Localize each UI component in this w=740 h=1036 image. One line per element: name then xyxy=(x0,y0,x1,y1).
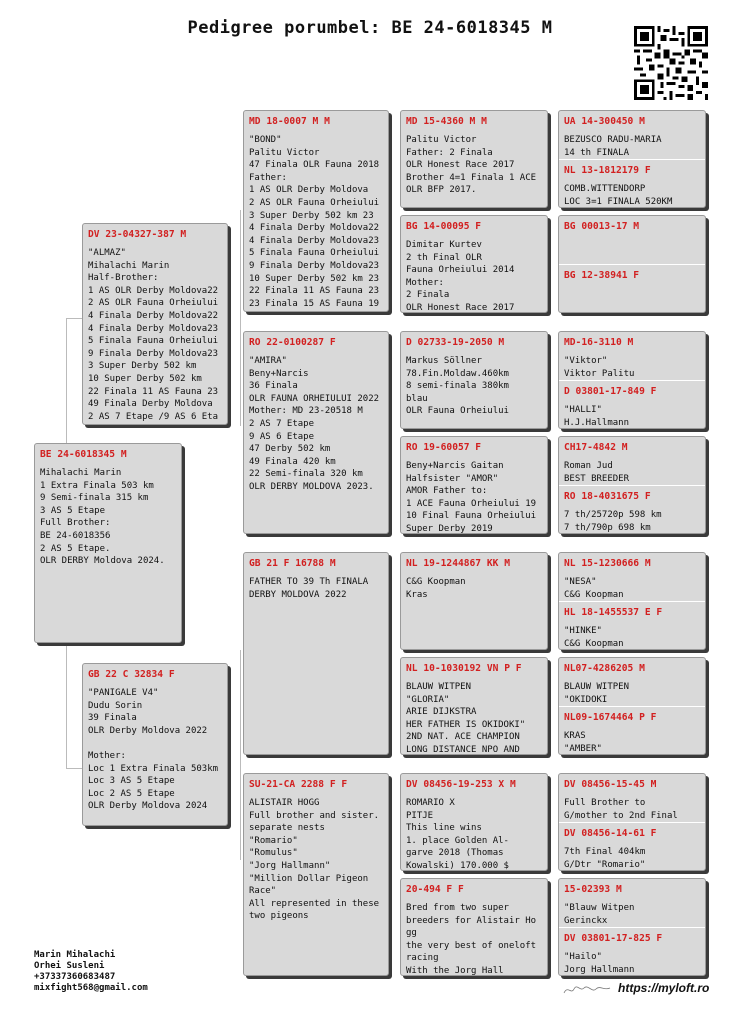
ring-number: D 03801-17-849 F xyxy=(564,386,657,397)
pigeon-notes xyxy=(249,576,383,601)
ring-number: DV 03801-17-825 F xyxy=(564,933,663,944)
pigeon-note-line xyxy=(88,737,222,750)
owner-contact xyxy=(34,950,148,994)
ring-number: NL07-4286205 M xyxy=(564,663,645,674)
pigeon-note-line: 7 th/790p 698 km xyxy=(564,522,651,533)
pigeon-note-line: "AMBER" xyxy=(564,743,602,754)
pigeon-notes xyxy=(406,902,542,976)
pigeon-note-line: Beny+Narcis xyxy=(249,368,309,379)
ring-number: BE 24-6018345 M xyxy=(40,449,127,460)
pigeon-note-line: Fauna Orheiului 2014 xyxy=(406,265,515,276)
pigeon-notes xyxy=(564,681,700,706)
pigeon-note-line: Full Brother: xyxy=(40,518,111,529)
pigeon-note-line: 3 Super Derby 502 km 23 xyxy=(249,210,374,221)
pigeon-note-line: This line wins xyxy=(406,823,482,834)
pigeon-note-line: Mother: xyxy=(406,277,444,288)
pigeon-note-line: "Romario" xyxy=(249,835,298,846)
pigeon-note-line: blau xyxy=(406,393,428,404)
ring-number: DV 08456-15-45 M xyxy=(564,779,657,790)
connector-subject-dam xyxy=(66,768,82,769)
pigeon-note-line: Dudu Sorin xyxy=(88,700,143,711)
pigeon-note-line: 3 Super Derby 502 km xyxy=(88,361,197,372)
pigeon-card-g4 xyxy=(558,436,706,534)
pigeon-card-g2 xyxy=(558,215,706,313)
pigeon-card-g6 xyxy=(558,657,706,755)
ring-number: 20-494 F F xyxy=(406,884,464,895)
pigeon-note-line: Beny+Narcis Gaitan xyxy=(406,461,504,471)
pigeon-note-line: "Blauw Witpen xyxy=(564,903,635,913)
pigeon-notes xyxy=(564,404,700,429)
pigeon-note-line: 78.Fin.Moldaw.460km xyxy=(406,368,509,379)
pigeon-note-line: "HALLI" xyxy=(564,405,602,415)
pigeon-card-ddd xyxy=(400,878,548,976)
owner-location: Orhei Susleni xyxy=(34,961,105,971)
pigeon-note-line: Halfsister "AMOR" xyxy=(406,473,499,484)
pigeon-note-line: two pigeons xyxy=(249,911,309,922)
pigeon-note-line: OLR Honest Race 2017 xyxy=(406,302,515,313)
ring-number: NL 13-1812179 F xyxy=(564,165,651,176)
pigeon-note-line: "PANIGALE V4" xyxy=(88,688,159,698)
pigeon-note-line: 2 AS OLR Fauna Orheiului xyxy=(88,298,219,309)
pigeon-notes xyxy=(564,134,700,159)
pigeon-note-line: 2 AS 7 Etape xyxy=(249,418,315,429)
ring-number: BG 12-38941 F xyxy=(564,270,640,281)
ring-number: NL 15-1230666 M xyxy=(564,558,651,569)
pigeon-notes xyxy=(564,902,700,927)
pigeon-note-line: With the Jorg Hall xyxy=(406,965,504,976)
website-link[interactable]: https://myloft.ro xyxy=(618,981,710,995)
pigeon-note-line: separate nests xyxy=(249,823,325,834)
pigeon-note-line: All represented in these xyxy=(249,898,380,909)
pigeon-card-dd xyxy=(243,773,389,976)
pigeon-card-subject xyxy=(34,443,182,643)
pigeon-card-sire xyxy=(82,223,228,425)
pigeon-note-line: 10 Super Derby 502 km xyxy=(88,373,202,384)
ring-number: DV 08456-19-253 X M xyxy=(406,779,516,790)
pigeon-notes xyxy=(88,687,222,813)
ring-number: DV 23-04327-387 M xyxy=(88,229,187,240)
pigeon-card-sdd xyxy=(400,436,548,534)
pigeon-note-line: KRAS xyxy=(564,731,586,741)
pigeon-note-line: "ALMAZ" xyxy=(88,248,126,258)
pigeon-note-line: 4 Finala Derby Moldova22 xyxy=(88,310,219,321)
pigeon-card-g3 xyxy=(558,331,706,429)
pigeon-note-line: "Jorg Hallmann" xyxy=(249,860,331,871)
pigeon-note-line: 39 Finala xyxy=(88,713,137,724)
ring-number: MD 18-0007 M M xyxy=(249,116,330,127)
pigeon-note-line: 1 AS OLR Derby Moldova xyxy=(249,185,369,196)
pigeon-note-line: OLR Derby Moldova 2022 xyxy=(88,725,208,736)
pigeon-card-dss xyxy=(400,552,548,650)
pigeon-note-line: Loc 2 AS 5 Etape xyxy=(88,788,175,799)
pigeon-note-line: C&G Koopman xyxy=(406,577,466,587)
pigeon-note-line: Jorg Hallmann xyxy=(564,964,635,975)
pigeon-note-line: "OKIDOKI xyxy=(564,694,608,705)
pigeon-note-line: 2 AS OLR Fauna Orheiului xyxy=(249,197,380,208)
pigeon-note-line: OLR BFP 2017. xyxy=(406,185,477,196)
pigeon-note-line: 4 Finala Derby Moldova23 xyxy=(88,323,219,334)
pigeon-note-line: racing xyxy=(406,953,439,964)
pigeon-note-line: C&G Koopman xyxy=(564,638,624,649)
pigeon-note-line: 1 Extra Finala 503 km xyxy=(40,480,154,491)
owner-name: Marin Mihalachi xyxy=(34,950,116,960)
pigeon-note-line: ROMARIO X xyxy=(406,798,455,808)
pigeon-note-line: garve 2018 (Thomas xyxy=(406,848,504,859)
pigeon-note-line: 2 AS 5 Etape. xyxy=(40,543,111,554)
pigeon-note-line: Viktor Palitu xyxy=(564,368,635,379)
pigeon-note-line: OLR FAUNA ORHEIULUI 2022 xyxy=(249,393,380,404)
pigeon-note-line: 2 Finala xyxy=(406,290,450,301)
pigeon-note-line: Super Derby 2019 xyxy=(406,523,493,534)
pigeon-note-line: 22 Finala 11 AS Fauna 23 xyxy=(249,286,380,297)
pigeon-note-line: 9 Finala Derby Moldova23 xyxy=(88,348,219,359)
ring-number: CH17-4842 M xyxy=(564,442,628,453)
ring-number: HL 18-1455537 E F xyxy=(564,607,663,618)
pigeon-note-line: "AMIRA" xyxy=(249,356,287,366)
pigeon-note-line: 9 Finala Derby Moldova23 xyxy=(249,260,380,271)
pigeon-note-line: 9 AS 6 Etape xyxy=(249,431,315,442)
ring-number: NL 19-1244867 KK M xyxy=(406,558,510,569)
pigeon-note-line: OLR DERBY MOLDOVA 2023. xyxy=(249,481,374,492)
pigeon-note-line: COMB.WITTENDORP xyxy=(564,184,646,194)
pigeon-note-line: 49 Finala 420 km xyxy=(249,456,336,467)
pigeon-card-ssd xyxy=(400,215,548,313)
pigeon-notes xyxy=(406,797,542,871)
pigeon-note-line: Brother 4=1 Finala 1 ACE xyxy=(406,172,537,183)
ring-number: MD-16-3110 M xyxy=(564,337,634,348)
pigeon-note-line: Markus Söllner xyxy=(406,356,482,366)
owner-email: mixfight568@gmail.com xyxy=(34,983,148,993)
pigeon-notes xyxy=(564,730,700,755)
pigeon-note-line: LOC 3=1 FINALA 520KM xyxy=(564,196,673,207)
pigeon-card-sds xyxy=(400,331,548,429)
pigeon-card-g7 xyxy=(558,773,706,871)
pigeon-note-line: Loc 1 Extra Finala 503km xyxy=(88,763,219,774)
pigeon-notes xyxy=(564,576,700,601)
pigeon-note-line: 49 Finala Derby Moldova xyxy=(88,399,213,410)
pigeon-note-line: Full brother and sister. xyxy=(249,810,380,821)
pigeon-note-line: "BOND" xyxy=(249,135,282,145)
pigeon-notes xyxy=(564,846,700,871)
pigeon-note-line: Palitu Victor xyxy=(406,135,477,145)
pigeon-note-line: 8 semi-finala 380km xyxy=(406,381,509,392)
pigeon-note-line: LONG DISTANCE NPO AND xyxy=(406,744,520,755)
pigeon-card-sss xyxy=(400,110,548,208)
pigeon-note-line: Race" xyxy=(249,886,277,897)
qr-code xyxy=(634,26,708,100)
pigeon-notes xyxy=(406,576,542,601)
pigeon-note-line: Dimitar Kurtev xyxy=(406,240,482,250)
connector-sire xyxy=(240,210,241,426)
pigeon-note-line: 1 ACE Fauna Orheiului 19 xyxy=(406,498,537,509)
pigeon-note-line: 2 AS 7 Etape /9 AS 6 Eta xyxy=(88,411,219,422)
pigeon-notes xyxy=(249,797,383,923)
ring-number: UA 14-300450 M xyxy=(564,116,645,127)
ring-number: GB 22 C 32834 F xyxy=(88,669,175,680)
pigeon-notes xyxy=(406,460,542,534)
ring-number: SU-21-CA 2288 F F xyxy=(249,779,348,790)
pigeon-note-line: 47 Derby 502 km xyxy=(249,444,331,455)
pigeon-card-sd xyxy=(243,331,389,534)
pigeon-note-line: Loc 3 AS 5 Etape xyxy=(88,776,175,787)
pigeon-note-line: "HINKE" xyxy=(564,626,602,636)
pigeon-note-line: 1. place Golden Al- xyxy=(406,835,509,846)
pigeon-notes xyxy=(564,460,700,485)
pigeon-note-line: OLR DERBY Moldova 2024. xyxy=(40,556,165,567)
ring-number: RO 19-60057 F xyxy=(406,442,482,453)
pigeon-note-line: H.J.Hallmann xyxy=(564,417,630,428)
pigeon-note-line: ALISTAIR HOGG xyxy=(249,798,320,808)
pigeon-note-line: BEST BREEDER xyxy=(564,473,630,484)
ring-number: 15-02393 M xyxy=(564,884,622,895)
pigeon-note-line: Mihalachi Marin xyxy=(88,260,170,271)
pigeon-note-line: 5 Finala Fauna Orheiului xyxy=(249,248,380,259)
pigeon-note-line: PITJE xyxy=(406,810,434,821)
pigeon-note-line: 2 th Final OLR xyxy=(406,252,482,263)
pigeon-card-ss xyxy=(243,110,389,312)
pigeon-notes xyxy=(406,355,542,418)
ring-number: BG 14-00095 F xyxy=(406,221,482,232)
pigeon-notes xyxy=(88,247,222,423)
pigeon-note-line: FATHER TO 39 Th FINALA xyxy=(249,577,369,587)
pigeon-note-line: 5 Finala Fauna Orheiului xyxy=(88,336,219,347)
pigeon-note-line: G/mother to 2nd Final xyxy=(564,810,678,821)
pigeon-note-line: Mother: xyxy=(88,750,126,761)
pigeon-note-line: Father: xyxy=(249,172,287,183)
owner-phone: +37337360683487 xyxy=(34,972,116,982)
connector-subject-sire xyxy=(66,318,82,319)
pigeon-note-line: "Romulus" xyxy=(249,848,298,859)
page-title: Pedigree porumbel: BE 24-6018345 M xyxy=(187,18,553,38)
pigeon-note-line: Mihalachi Marin xyxy=(40,468,122,478)
pigeon-note-line: "Million Dollar Pigeon xyxy=(249,873,369,884)
pigeon-note-line: G/Dtr "Romario" xyxy=(564,859,646,870)
pigeon-notes xyxy=(249,355,383,494)
connector-dam xyxy=(240,650,241,860)
pigeon-note-line: BLAUW WITPEN xyxy=(564,682,630,692)
pigeon-notes xyxy=(564,625,700,650)
pigeon-note-line: Mother: MD 23-20518 M xyxy=(249,406,363,417)
ring-number: BG 00013-17 M xyxy=(564,221,640,232)
pigeon-note-line: OLR Fauna Orheiului xyxy=(406,406,509,417)
pigeon-note-line: "NESA" xyxy=(564,577,597,587)
pigeon-card-g5 xyxy=(558,552,706,650)
pigeon-note-line: 22 Finala 11 AS Fauna 23 xyxy=(88,386,219,397)
pigeon-notes xyxy=(406,134,542,197)
ring-number: NL 10-1030192 VN P F xyxy=(406,663,522,674)
pigeon-note-line: 3 AS 5 Etape xyxy=(40,505,106,516)
ring-number: MD 15-4360 M M xyxy=(406,116,487,127)
ring-number: GB 21 F 16788 M xyxy=(249,558,336,569)
pigeon-note-line: Kras xyxy=(406,589,428,600)
pigeon-notes xyxy=(564,183,700,208)
pigeon-note-line: BLAUW WITPEN xyxy=(406,682,472,692)
pigeon-note-line: Roman Jud xyxy=(564,461,613,471)
pigeon-card-g8 xyxy=(558,878,706,976)
pigeon-notes xyxy=(564,355,700,380)
pigeon-note-line: "Hailo" xyxy=(564,952,602,962)
pigeon-notes xyxy=(564,951,700,976)
pigeon-note-line: Full Brother to xyxy=(564,798,646,808)
pigeon-note-line: 1 AS OLR Derby Moldova22 xyxy=(88,285,219,296)
pigeon-note-line: gg xyxy=(406,928,417,939)
pigeon-note-line: Half-Brother: xyxy=(88,273,159,284)
pigeon-note-line: 14 th FINALA xyxy=(564,147,630,158)
pigeon-note-line: ARIE DIJKSTRA xyxy=(406,707,477,718)
pigeon-note-line: C&G Koopman xyxy=(564,589,624,600)
pigeon-note-line: 2ND NAT. ACE CHAMPION xyxy=(406,732,520,743)
pigeon-notes xyxy=(406,239,542,313)
pigeon-note-line: Father: 2 Finala xyxy=(406,147,493,158)
pigeon-note-line: 7th Final 404km xyxy=(564,847,646,857)
pigeon-note-line: 23 Finala 15 AS Fauna 19 xyxy=(249,298,380,309)
ring-number: RO 18-4031675 F xyxy=(564,491,651,502)
pigeon-card-g1 xyxy=(558,110,706,208)
pigeon-note-line: 47 Finala OLR Fauna 2018 xyxy=(249,160,380,171)
pigeon-note-line: 36 Finala xyxy=(249,381,298,392)
pigeon-note-line: "GLORIA" xyxy=(406,694,450,705)
ring-number: DV 08456-14-61 F xyxy=(564,828,657,839)
pigeon-notes xyxy=(564,509,700,534)
signature-icon xyxy=(562,983,612,997)
ring-number: NL09-1674464 P F xyxy=(564,712,657,723)
pigeon-note-line: 9 Semi-finala 315 km xyxy=(40,493,149,504)
pigeon-note-line: BEZUSCO RADU-MARIA xyxy=(564,135,662,145)
pigeon-note-line: BE 24-6018356 xyxy=(40,530,111,541)
pigeon-note-line: OLR Honest Race 2017 xyxy=(406,160,515,171)
pigeon-note-line: 10 Final Fauna Orheiului xyxy=(406,511,537,522)
pigeon-note-line: Kowalski) 170.000 $ xyxy=(406,860,509,871)
pigeon-notes xyxy=(40,467,176,568)
pigeon-note-line: the very best of oneloft xyxy=(406,940,537,951)
pigeon-note-line: 10 Super Derby 502 km 23 xyxy=(249,273,380,284)
pigeon-note-line: 7 th/25720p 598 km xyxy=(564,510,662,520)
pigeon-note-line: 22 Semi-finala 320 km xyxy=(249,469,363,480)
pigeon-card-dds xyxy=(400,773,548,871)
pigeon-card-ds xyxy=(243,552,389,755)
pigeon-note-line: breeders for Alistair Ho xyxy=(406,915,537,926)
ring-number: D 02733-19-2050 M xyxy=(406,337,505,348)
pigeon-note-line: AMOR Father to: xyxy=(406,486,488,497)
pigeon-note-line: Gerinckx xyxy=(564,915,608,926)
pigeon-note-line: Bred from two super xyxy=(406,903,509,913)
pigeon-note-line: "Viktor" xyxy=(564,356,608,366)
pigeon-note-line: OLR Derby Moldova 2024 xyxy=(88,801,208,812)
pigeon-note-line: HER FATHER IS OKIDOKI" xyxy=(406,719,526,730)
pigeon-notes xyxy=(564,797,700,822)
pigeon-note-line: 4 Finala Derby Moldova23 xyxy=(249,235,380,246)
pigeon-card-dam xyxy=(82,663,228,826)
ring-number: RO 22-0100287 F xyxy=(249,337,336,348)
pigeon-notes xyxy=(249,134,383,310)
pigeon-card-dsd xyxy=(400,657,548,755)
pigeon-note-line: 4 Finala Derby Moldova22 xyxy=(249,223,380,234)
pigeon-notes xyxy=(406,681,542,755)
pigeon-note-line: DERBY MOLDOVA 2022 xyxy=(249,589,347,600)
pigeon-note-line: Palitu Victor xyxy=(249,147,320,158)
